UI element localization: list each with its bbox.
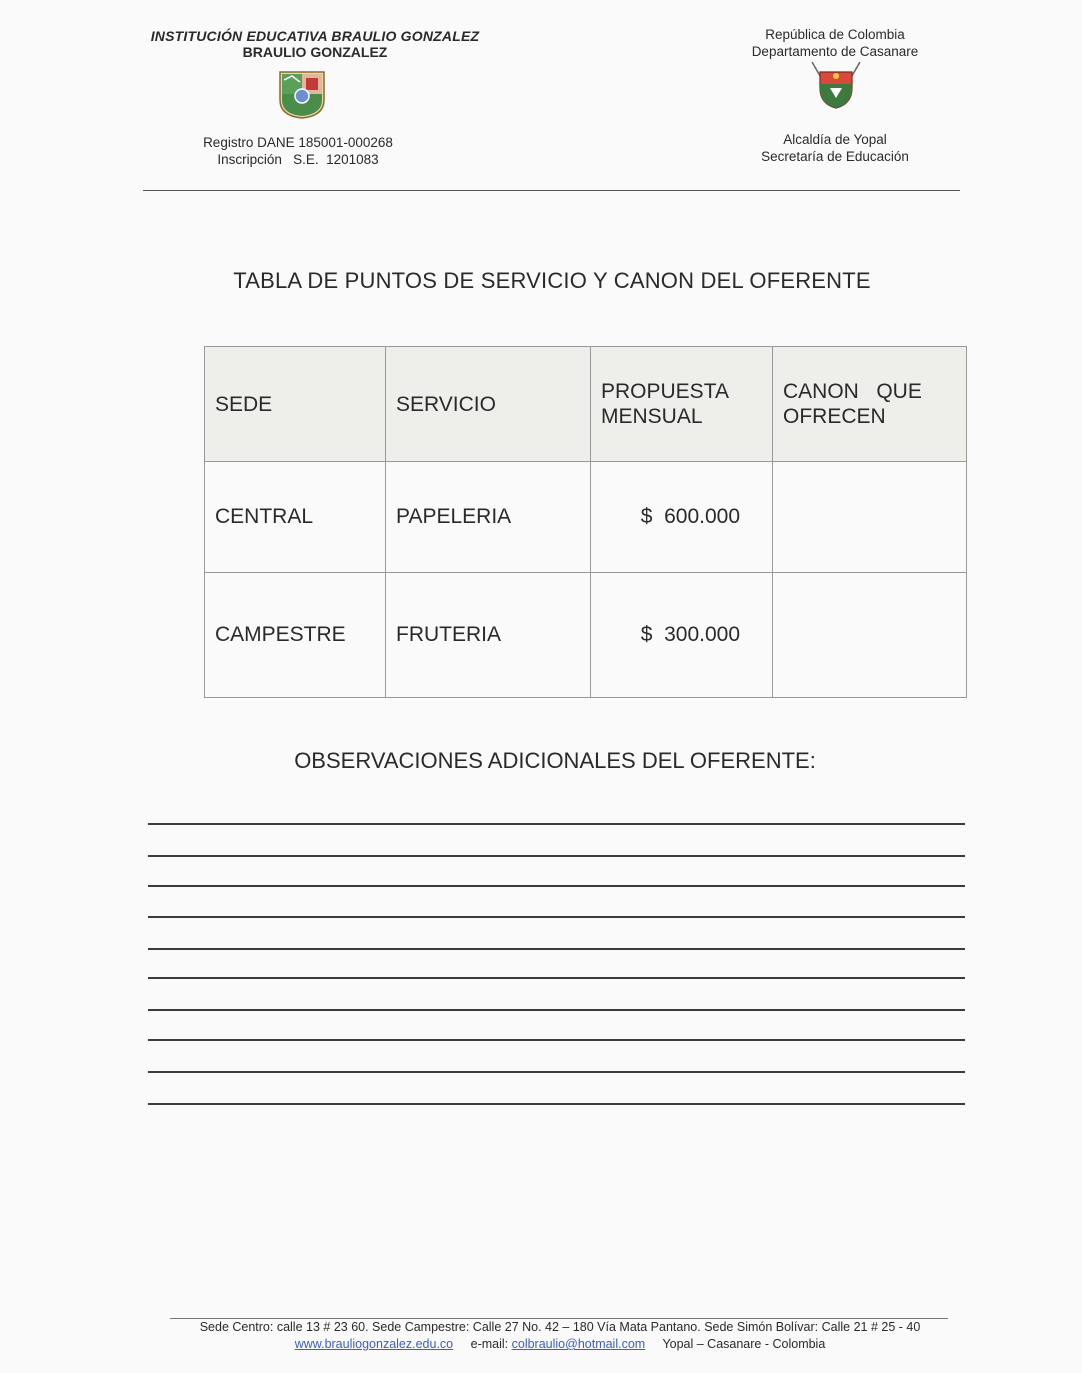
header-canon [773,347,967,462]
cell-propuesta: $ 600.000 [591,462,773,573]
email-link[interactable]: colbraulio@hotmail.com [511,1337,646,1351]
writing-line[interactable] [148,823,965,825]
footer-contact [140,1337,980,1351]
table-row [205,573,967,698]
writing-line[interactable] [148,1071,965,1073]
institution-name: INSTITUCIÓN EDUCATIVA BRAULIO GONZALEZ [150,28,480,44]
government-header [730,26,940,60]
cell-servicio: PAPELERIA [386,462,591,573]
header-canon-label: CANON QUE OFRECEN [783,380,928,428]
alcaldia-block [730,131,940,165]
cell-servicio: FRUTERIA [386,573,591,698]
department-name: Departamento de Casanare [751,44,919,59]
service-table [204,346,967,698]
document-title: TABLA DE PUNTOS DE SERVICIO Y CANON DEL OFERENTE [233,268,871,293]
writing-line[interactable] [148,885,965,887]
footer-addresses: Sede Centro: calle 13 # 23 60. Sede Campestre: Calle 27 No. 42 – 180 Vía Mata Pantano. Sede Simón Bolívar: Calle 21 # 25 - 40 [199,1320,921,1334]
cell-propuesta: $ 300.000 [591,573,773,698]
header-sede: SEDE [205,347,386,462]
table-header-row [205,347,967,462]
secretaria-name: Secretaría de Educación [761,149,909,164]
cell-sede: CAMPESTRE [205,573,386,698]
footer-divider [170,1318,948,1319]
cell-sede: CENTRAL [205,462,386,573]
institution-subtitle: BRAULIO GONZALEZ [242,44,388,60]
casanare-coat-of-arms [808,60,864,114]
institution-header [140,28,490,60]
cell-canon[interactable] [773,462,967,573]
alcaldia-name: Alcaldía de Yopal [783,132,887,147]
writing-line[interactable] [148,855,965,857]
writing-line[interactable] [148,916,965,918]
header-propuesta: PROPUESTA MENSUAL [591,347,773,462]
writing-line[interactable] [148,948,965,950]
writing-line[interactable] [148,977,965,979]
inscripcion: Inscripción S.E. 1201083 [217,152,379,167]
table-row [205,462,967,573]
school-crest-logo [278,70,328,120]
footer-location: Yopal – Casanare - Colombia [662,1337,826,1351]
writing-line[interactable] [148,1009,965,1011]
writing-line[interactable] [148,1103,965,1105]
registry-info [140,134,456,168]
writing-line[interactable] [148,1039,965,1041]
header-servicio: SERVICIO [386,347,591,462]
cell-canon[interactable] [773,573,967,698]
website-link[interactable]: www.brauliogonzalez.edu.co [294,1337,454,1351]
registro-dane: Registro DANE 185001-000268 [203,135,393,150]
observations-title: OBSERVACIONES ADICIONALES DEL OFERENTE: [294,748,816,773]
country-name: República de Colombia [765,27,905,42]
email-label: e-mail: [470,1337,509,1351]
header-divider [143,190,960,191]
